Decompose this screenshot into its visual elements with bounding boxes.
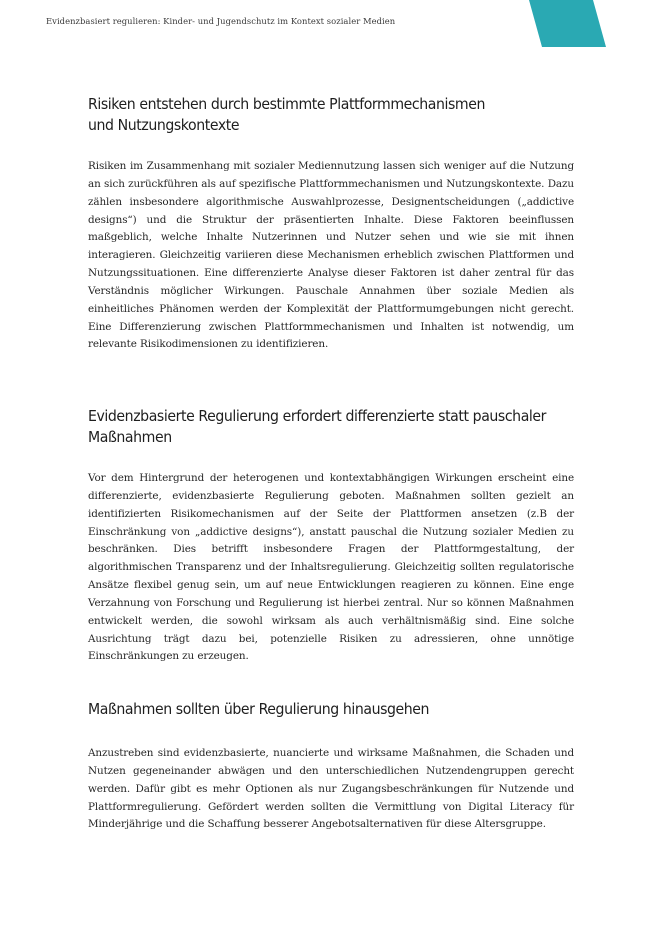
accent-parallelogram (529, 0, 606, 47)
heading-line-2: Maßnahmen (88, 428, 172, 446)
heading-line-1: Risiken entstehen durch bestimmte Plattformmechanismen (88, 95, 486, 113)
section-beyond-regulation (88, 699, 574, 834)
section-evidence-based-regulation (88, 406, 574, 666)
section-heading (88, 406, 572, 448)
section-paragraph: Vor dem Hintergrund der heterogenen und kontextabhängigen Wirkungen erscheint eine differenzierte, evidenzbasierte Regulierung geboten. Maßnahmen sollten gezielt an identifizierten Risikomechanismen auf der Seite der Plattformen ansetzen (z.B der Einschränkung von „addictive designs“), anstatt pauschal die Nutzung sozialer Medien zu beschränken. Dies betrifft insbesondere Fragen der Plattformgestaltung, der algorithmischen Transparenz und der Inhaltsregulierung. Gleichzeitig sollten regulatorische Ansätze flexibel genug sein, um auf neue Entwicklungen reagieren zu können. Eine enge Verzahnung von Forschung und Regulierung ist hierbei zentral. Nur so können Maßnahmen entwickelt werden, die sowohl wirksam als auch verhältnismäßig sind. Eine solche Ausrichtung trägt dazu bei, potenzielle Risiken zu adressieren, ohne unnötige Einschränkungen zu erzeugen. (88, 472, 574, 663)
section-paragraph: Anzustreben sind evidenzbasierte, nuancierte und wirksame Maßnahmen, die Schaden und Nutzen gegeneinander abwägen und den unterschiedlichen Nutzendengruppen gerecht werden. Dafür gibt es mehr Optionen als nur Zugangsbeschränkungen für Nutzende und Plattformregulierung. Gefördert werden sollten die Vermittlung von Digital Literacy für Minderjährige und die Schaffung besserer Angebotsalternativen für diese Altersgruppe. (88, 747, 574, 831)
corner-accent-shape (526, 0, 606, 47)
heading-line-1: Evidenzbasierte Regulierung erfordert differenzierte statt pauschaler (88, 407, 547, 425)
running-header: Evidenzbasiert regulieren: Kinder- und Jugendschutz im Kontext sozialer Medien (46, 16, 396, 26)
section-risks-mechanisms (88, 94, 574, 354)
section-paragraph: Risiken im Zusammenhang mit sozialer Mediennutzung lassen sich weniger auf die Nutzung an sich zurückführen als auf spezifische Plattformmechanismen und Nutzungskontexte. Dazu zählen insbesondere algorithmische Auswahlprozesse, Designentscheidungen („addictive designs“) und die Struktur der präsentierten Inhalte. Diese Faktoren beeinflussen maßgeblich, welche Inhalte Nutzerinnen und Nutzer sehen und wie sie mit ihnen interagieren. Gleichzeitig variieren diese Mechanismen erheblich zwischen Plattformen und Nutzungssituationen. Eine differenzierte Analyse dieser Faktoren ist daher zentral für das Verständnis möglicher Wirkungen. Pauschale Annahmen über soziale Medien als einheitliches Phänomen werden der Komplexität der Plattformumgebungen nicht gerecht. Eine Differenzierung zwischen Plattformmechanismen und Inhalten ist notwendig, um relevante Risikodimensionen zu identifizieren. (88, 160, 574, 351)
heading-line-2: und Nutzungskontexte (88, 116, 240, 134)
heading-line-1: Maßnahmen sollten über Regulierung hinausgehen (88, 700, 430, 718)
section-heading (88, 94, 572, 136)
section-heading (88, 699, 572, 720)
